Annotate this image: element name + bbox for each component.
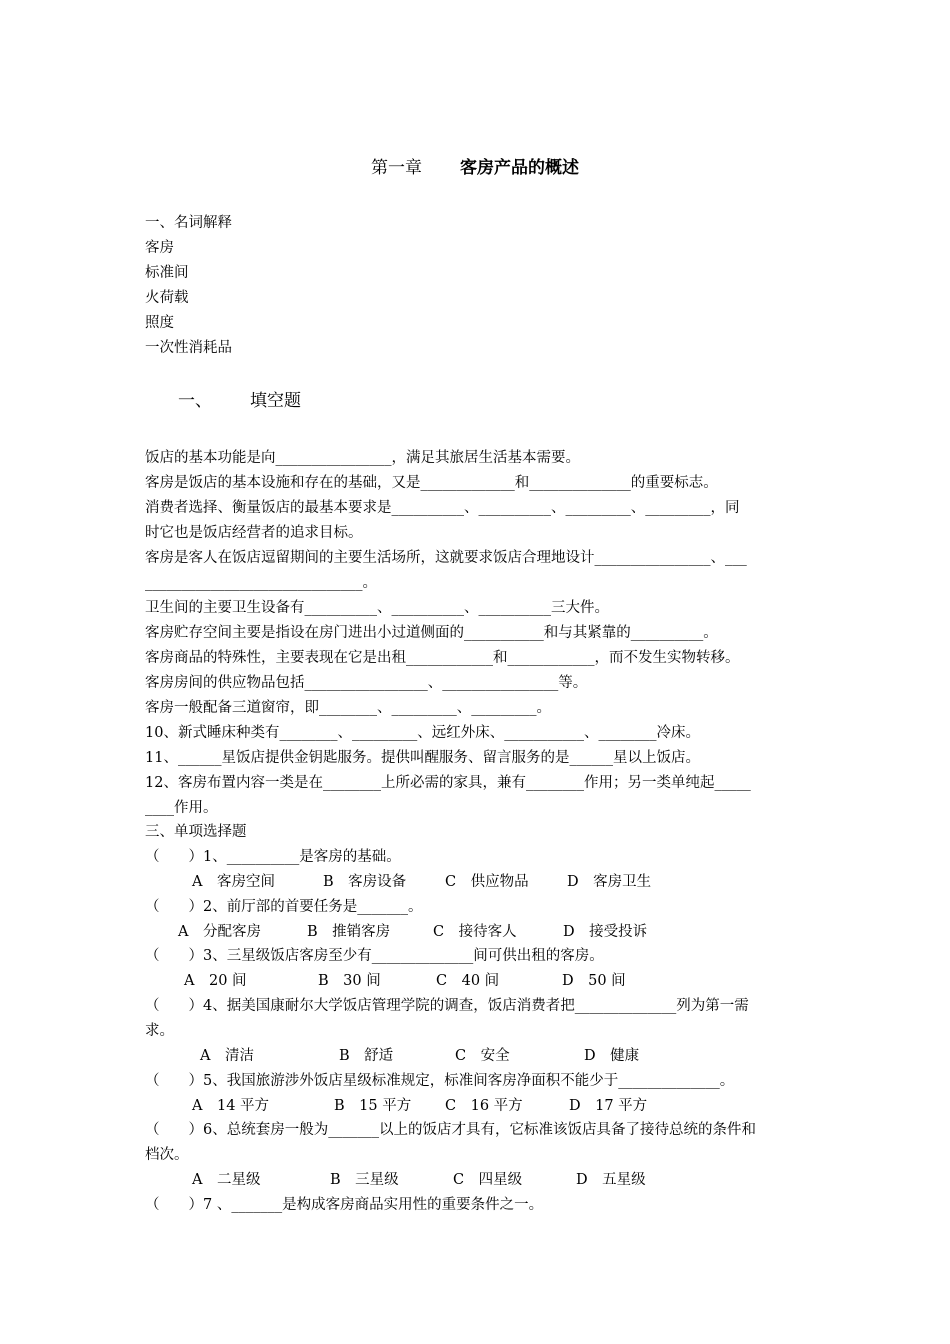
term-item: 火荷载 [145, 290, 189, 306]
fill-blank-line: 饭店的基本功能是向________________，满足其旅居生活基本需要。 [145, 450, 580, 466]
fill-blank-line: 12、客房布置内容一类是在________上所必需的家具，兼有________作用；另一类单纯起_____ [145, 775, 751, 791]
fill-blank-line: 时它也是饭店经营者的追求目标。 [145, 525, 363, 541]
question-stem: （ ）1、__________是客房的基础。 [145, 849, 401, 865]
question-stem-cont: 求。 [145, 1023, 174, 1039]
question-stem: （ ）3、三星级饭店客房至少有______________间可供出租的客房。 [145, 948, 604, 964]
chapter-subject: 客房产品的概述 [460, 158, 579, 178]
fill-blank-line: 客房商品的特殊性，主要表现在它是出租____________和____________，而不发生实物转移。 [145, 650, 740, 666]
option-c: C 四星级 [453, 1172, 523, 1188]
fill-blank-line: 客房贮存空间主要是指设在房门进出小过道侧面的___________和与其紧靠的__________。 [145, 625, 718, 641]
option-b: B 推销客房 [307, 924, 391, 940]
fill-blank-line: 卫生间的主要卫生设备有__________、__________、__________三大件。 [145, 600, 609, 616]
option-d: D 客房卫生 [567, 874, 652, 890]
option-a: A 20 间 [184, 973, 247, 989]
option-c: C 安全 [455, 1048, 510, 1064]
option-c: C 接待客人 [433, 924, 517, 940]
option-b: B 15 平方 [334, 1098, 412, 1114]
chapter-number: 第一章 [371, 158, 422, 178]
option-d: D 健康 [584, 1048, 640, 1064]
fill-blank-line: ____作用。 [145, 800, 218, 816]
section2-title: 填空题 [250, 391, 301, 411]
question-stem: （ ）4、据美国康耐尔大学饭店管理学院的调查，饭店消费者把______________列为第一需 [145, 998, 749, 1014]
option-c: C 16 平方 [445, 1098, 523, 1114]
option-b: B 客房设备 [323, 874, 407, 890]
term-item: 一次性消耗品 [145, 340, 232, 356]
option-d: D 17 平方 [569, 1098, 648, 1114]
question-stem: （ ）2、前厅部的首要任务是_______。 [145, 899, 423, 915]
option-b: B 三星级 [330, 1172, 399, 1188]
option-b: B 舒适 [339, 1048, 394, 1064]
option-a: A 14 平方 [192, 1098, 270, 1114]
option-a: A 二星级 [192, 1172, 261, 1188]
term-item: 客房 [145, 240, 174, 256]
question-stem: （ ）6、总统套房一般为_______以上的饭店才具有，它标准该饭店具备了接待总统的条件和 [145, 1122, 756, 1138]
section2-number: 一、 [178, 391, 212, 411]
fill-blank-line: 客房一般配备三道窗帘，即________、_________、_________。 [145, 700, 551, 716]
option-a: A 清洁 [200, 1048, 254, 1064]
fill-blank-line: 客房是饭店的基本设施和存在的基础，又是_____________和______________的重要标志。 [145, 475, 718, 491]
option-d: D 50 间 [562, 973, 626, 989]
fill-blank-line: 消费者选择、衡量饭店的最基本要求是__________、__________、_________、_________，同 [145, 500, 740, 516]
fill-blank-line: ______________________________。 [145, 575, 377, 591]
option-b: B 30 间 [318, 973, 381, 989]
section1-heading: 一、名词解释 [145, 215, 232, 231]
fill-blank-line: 客房房间的供应物品包括_________________、________________等。 [145, 675, 588, 691]
question-stem: （ ）5、我国旅游涉外饭店星级标准规定，标准间客房净面积不能少于______________。 [145, 1073, 735, 1089]
option-a: A 客房空间 [192, 874, 275, 890]
fill-blank-line: 10、新式睡床种类有________、_________、远红外床、___________、________冷床。 [145, 725, 700, 741]
section2-heading [178, 386, 301, 411]
chapter-title [0, 153, 950, 178]
term-item: 照度 [145, 315, 174, 331]
fill-blank-line: 11、______星饭店提供金钥匙服务。提供叫醒服务、留言服务的是______星以上饭店。 [145, 750, 700, 766]
option-c: C 供应物品 [445, 874, 529, 890]
question-stem-cont: 档次。 [145, 1147, 189, 1163]
option-c: C 40 间 [436, 973, 500, 989]
option-d: D 接受投诉 [563, 924, 648, 940]
term-item: 标准间 [145, 265, 189, 281]
option-a: A 分配客房 [178, 924, 261, 940]
fill-blank-line: 客房是客人在饭店逗留期间的主要生活场所，这就要求饭店合理地设计________________、___ [145, 550, 747, 566]
question-stem: （ ）7 、_______是构成客房商品实用性的重要条件之一。 [145, 1197, 544, 1213]
option-d: D 五星级 [576, 1172, 646, 1188]
section3-heading: 三、单项选择题 [145, 824, 247, 840]
